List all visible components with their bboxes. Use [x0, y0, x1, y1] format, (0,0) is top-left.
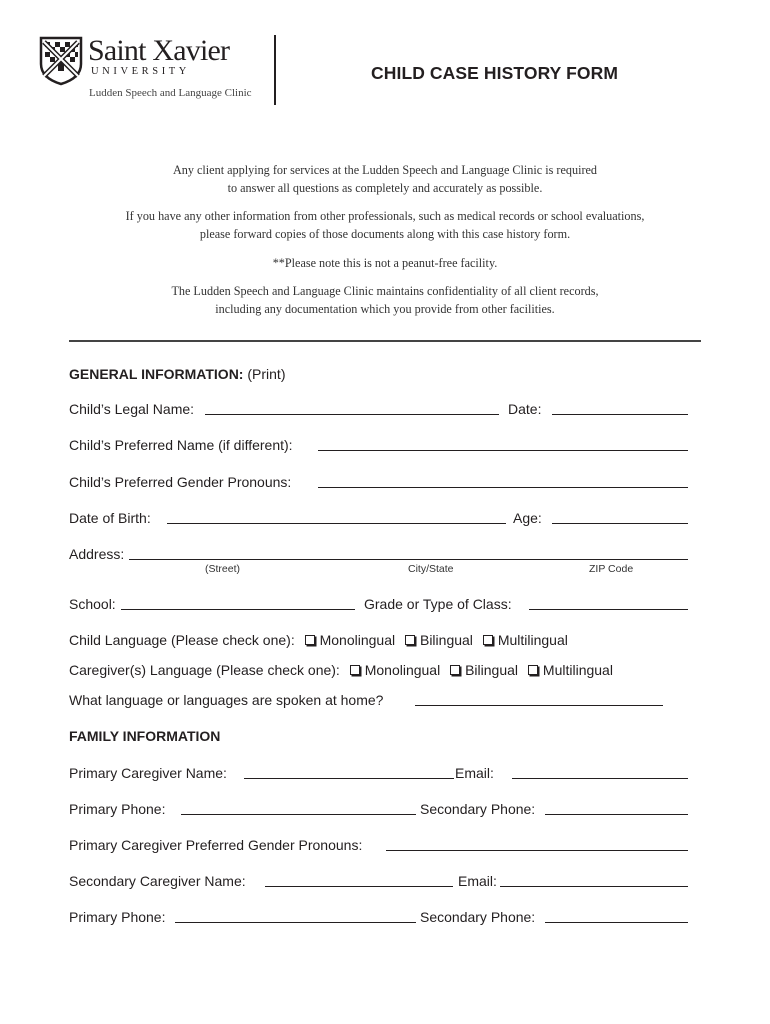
primary-caregiver-pronouns-label: Primary Caregiver Preferred Gender Pronouns: [69, 837, 363, 853]
legal-name-label: Child’s Legal Name: [69, 401, 195, 417]
primary-phone-field[interactable] [181, 814, 416, 815]
intro-line: The Ludden Speech and Language Clinic maintains confidentiality of all client records, [171, 284, 599, 298]
caregiver-monolingual-checkbox[interactable] [350, 665, 360, 675]
street-caption: (Street) [205, 563, 241, 575]
dob-field[interactable] [167, 523, 506, 524]
primary-phone-label: Primary Phone: [69, 801, 166, 817]
intro-line: to answer all questions as completely and accurately as possible. [227, 180, 543, 195]
primary-phone-2-label: Primary Phone: [69, 909, 166, 925]
intro-paragraph-4 [60, 283, 710, 318]
intro-line: If you have any other information from other professionals, such as medical records or school evaluations, [125, 209, 645, 223]
pronouns-label: Child’s Preferred Gender Pronouns: [69, 474, 292, 490]
age-field[interactable] [552, 523, 688, 524]
intro-paragraph-3 [60, 255, 710, 273]
intro-line: including any documentation which you provide from other facilities. [215, 301, 555, 316]
pronouns-field[interactable] [318, 487, 688, 488]
date-label: Date: [508, 401, 542, 417]
primary-caregiver-name-field[interactable] [244, 778, 454, 779]
clinic-name: Ludden Speech and Language Clinic [89, 87, 252, 99]
preferred-name-label: Child’s Preferred Name (if different): [69, 437, 293, 453]
child-multilingual-checkbox[interactable] [483, 635, 493, 645]
caregiver-monolingual-label: Monolingual [364, 662, 441, 678]
caregiver-multilingual-label: Multilingual [542, 662, 613, 678]
primary-caregiver-name-label: Primary Caregiver Name: [69, 765, 227, 781]
primary-email-label: Email: [455, 765, 494, 781]
address-label: Address: [69, 546, 125, 562]
legal-name-field[interactable] [205, 414, 499, 415]
intro-line: please forward copies of those documents along with this case history form. [199, 226, 571, 241]
general-info-title: GENERAL INFORMATION: [69, 366, 244, 382]
child-language-label: Child Language (Please check one): [69, 632, 295, 648]
header-divider [274, 35, 276, 105]
child-bilingual-label: Bilingual [419, 632, 473, 648]
date-field[interactable] [552, 414, 688, 415]
form-title: CHILD CASE HISTORY FORM [371, 63, 618, 83]
child-language-row [69, 632, 568, 648]
dob-label: Date of Birth: [69, 510, 151, 526]
family-info-heading: FAMILY INFORMATION [69, 728, 221, 744]
peanut-notice: **Please note this is not a peanut-free facility. [272, 256, 498, 270]
brand-name: Saint Xavier [88, 34, 230, 67]
intro-line: Any client applying for services at the Ludden Speech and Language Clinic is required [172, 163, 598, 177]
intro-paragraph-2 [60, 208, 710, 243]
school-label: School: [69, 596, 116, 612]
child-multilingual-label: Multilingual [497, 632, 568, 648]
general-info-heading [69, 366, 286, 382]
city-state-caption: City/State [408, 563, 454, 575]
section-divider [69, 340, 701, 342]
child-bilingual-checkbox[interactable] [405, 635, 415, 645]
grade-field[interactable] [529, 609, 688, 610]
caregiver-bilingual-label: Bilingual [465, 662, 519, 678]
secondary-caregiver-name-label: Secondary Caregiver Name: [69, 873, 246, 889]
secondary-phone-2-label: Secondary Phone: [420, 909, 536, 925]
age-label: Age: [513, 510, 542, 526]
home-language-label: What language or languages are spoken at home? [69, 692, 384, 708]
secondary-caregiver-name-field[interactable] [265, 886, 453, 887]
home-language-field[interactable] [415, 705, 663, 706]
secondary-email-label: Email: [458, 873, 497, 889]
caregiver-multilingual-checkbox[interactable] [528, 665, 538, 675]
caregiver-bilingual-checkbox[interactable] [450, 665, 460, 675]
zip-caption: ZIP Code [589, 563, 634, 575]
general-info-note: (Print) [247, 366, 286, 382]
primary-email-field[interactable] [512, 778, 688, 779]
university-shield-logo [38, 34, 84, 86]
caregiver-language-label: Caregiver(s) Language (Please check one): [69, 662, 340, 678]
grade-label: Grade or Type of Class: [364, 596, 512, 612]
secondary-phone-label: Secondary Phone: [420, 801, 536, 817]
intro-paragraph-1 [60, 162, 710, 197]
secondary-email-field[interactable] [500, 886, 688, 887]
child-monolingual-checkbox[interactable] [305, 635, 315, 645]
primary-caregiver-pronouns-field[interactable] [386, 850, 688, 851]
secondary-phone-2-field[interactable] [545, 922, 688, 923]
child-monolingual-label: Monolingual [319, 632, 396, 648]
preferred-name-field[interactable] [318, 450, 688, 451]
secondary-phone-field[interactable] [545, 814, 688, 815]
brand-university: UNIVERSITY [91, 66, 190, 77]
primary-phone-2-field[interactable] [175, 922, 416, 923]
school-field[interactable] [121, 609, 355, 610]
address-field[interactable] [129, 559, 688, 560]
caregiver-language-row [69, 662, 613, 678]
